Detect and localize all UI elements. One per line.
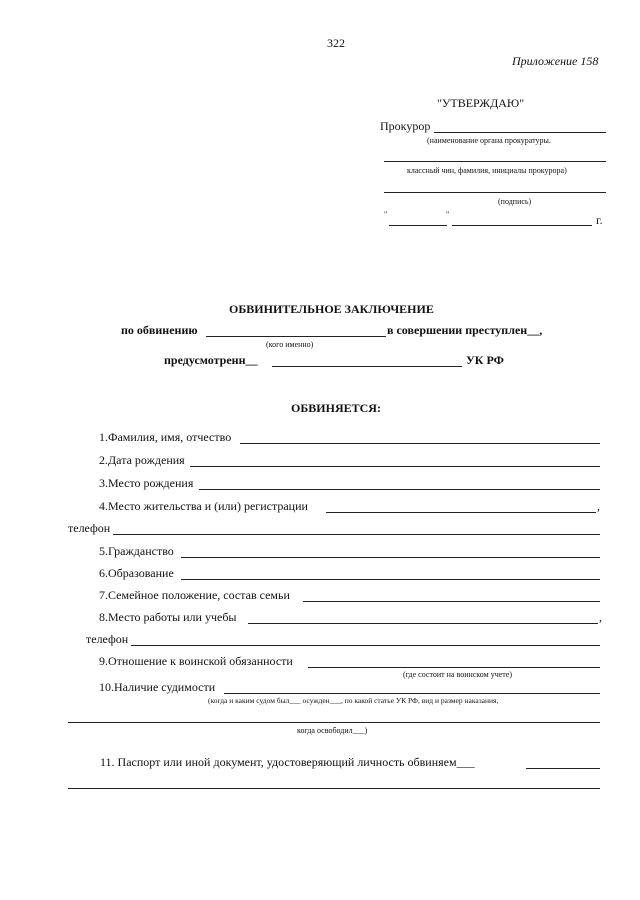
year-suffix: г. <box>596 213 603 227</box>
field-passport-line-2[interactable] <box>68 788 600 789</box>
field-work-phone-line[interactable] <box>131 645 600 646</box>
field-work-phone-label: телефон <box>86 632 129 646</box>
charge-prefix: по обвинению <box>121 323 198 337</box>
field-residence-label: 4.Место жительства и (или) регистрации <box>99 499 308 513</box>
field-family-line[interactable] <box>303 601 600 602</box>
field-residence-comma: , <box>597 499 600 513</box>
provided-prefix: предусмотренн__ <box>164 353 258 367</box>
field-birth-place-line[interactable] <box>199 489 600 490</box>
prosecutor-label: Прокурор <box>380 119 431 133</box>
charge-suffix: в совершении преступлен__, <box>387 323 543 337</box>
date-quote-open: " <box>384 210 388 219</box>
field-passport-label: 11. Паспорт или иной документ, удостоверяющий личность обвиняем___ <box>100 755 475 769</box>
signature-caption: (подпись) <box>498 197 532 206</box>
charge-line[interactable] <box>206 336 386 337</box>
field-residence-phone-line[interactable] <box>113 534 600 535</box>
page-number: 322 <box>327 36 345 50</box>
provided-line[interactable] <box>272 366 462 367</box>
whom-caption: (кого именно) <box>266 340 314 349</box>
prosecutor-line[interactable] <box>434 132 606 133</box>
signature-line[interactable] <box>384 192 606 193</box>
document-title: ОБВИНИТЕЛЬНОЕ ЗАКЛЮЧЕНИЕ <box>229 302 434 316</box>
field-education-label: 6.Образование <box>99 566 174 580</box>
field-work-comma: , <box>599 610 602 624</box>
field-passport-line[interactable] <box>526 768 600 769</box>
field-military-label: 9.Отношение к воинской обязанности <box>99 654 293 668</box>
field-citizenship-line[interactable] <box>181 557 600 558</box>
field-convictions-caption: (когда и каким судом был___ осужден___, по какой статье УК РФ, вид и размер наказания, <box>208 696 499 705</box>
field-family-label: 7.Семейное положение, состав семьи <box>99 588 290 602</box>
field-birth-date-label: 2.Дата рождения <box>99 453 185 467</box>
field-military-line[interactable] <box>308 667 600 668</box>
field-military-caption: (где состоит на воинском учете) <box>403 670 512 679</box>
rank-caption: классный чин, фамилия, инициалы прокурора) <box>407 166 567 175</box>
date-day-line[interactable] <box>389 225 447 226</box>
rank-line[interactable] <box>384 161 606 162</box>
field-work-line[interactable] <box>248 623 598 624</box>
field-citizenship-label: 5.Гражданство <box>99 544 174 558</box>
field-full-name-label: 1.Фамилия, имя, отчество <box>99 430 232 444</box>
field-convictions-caption-2: когда освободил___) <box>297 726 368 735</box>
appendix-label: Приложение 158 <box>512 54 599 68</box>
field-convictions-line[interactable] <box>224 693 600 694</box>
approval-heading: "УТВЕРЖДАЮ" <box>437 96 525 110</box>
field-birth-place-label: 3.Место рождения <box>99 476 194 490</box>
prosecutor-caption: (наименование органа прокуратуры. <box>427 136 551 145</box>
field-birth-date-line[interactable] <box>190 466 600 467</box>
field-education-line[interactable] <box>181 579 600 580</box>
field-full-name-line[interactable] <box>240 443 600 444</box>
field-convictions-line-2[interactable] <box>68 722 600 723</box>
provided-suffix: УК РФ <box>466 353 504 367</box>
accused-heading: ОБВИНЯЕТСЯ: <box>291 401 381 415</box>
field-residence-phone-label: телефон <box>68 521 111 535</box>
field-convictions-label: 10.Наличие судимости <box>99 680 216 694</box>
date-month-line[interactable] <box>452 225 592 226</box>
field-residence-line[interactable] <box>326 512 596 513</box>
date-quote-close: " <box>446 210 450 219</box>
field-work-label: 8.Место работы или учебы <box>99 610 237 624</box>
